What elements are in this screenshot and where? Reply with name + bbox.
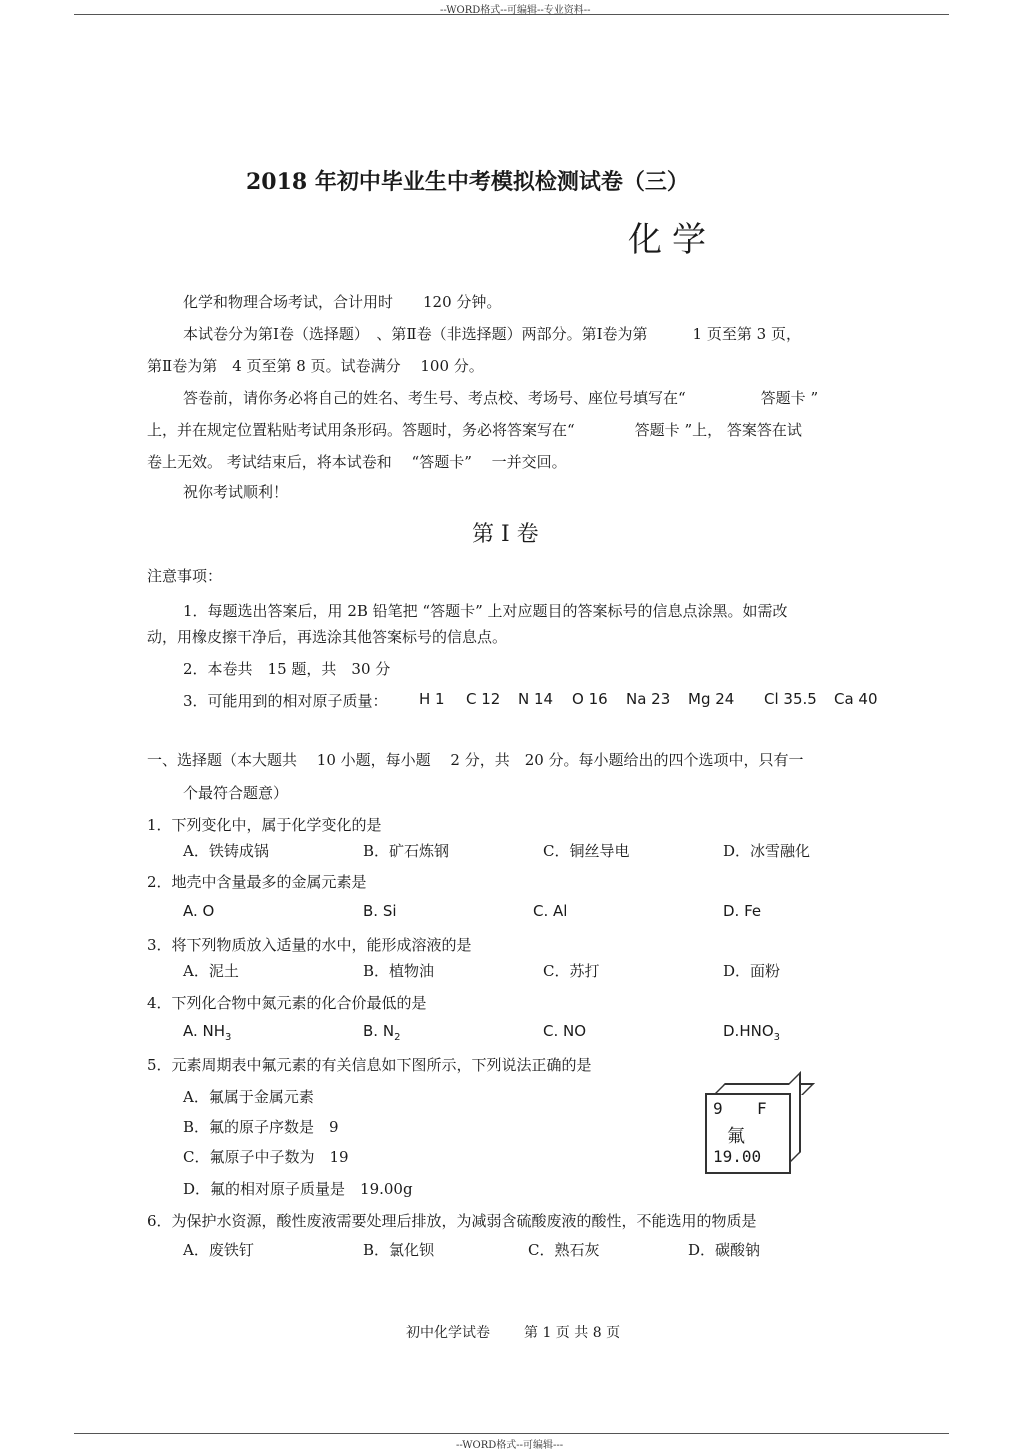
element-name: 氟	[727, 1126, 745, 1147]
intro-line-1: 化学和物理合场考试，合计用时 120 分钟。	[183, 293, 502, 311]
question-5: 5．元素周期表中氟元素的有关信息如下图所示，下列说法正确的是	[147, 1056, 592, 1074]
subject-title: 化学	[628, 220, 716, 260]
intro-line-6: 卷上无效。 考试结束后，将本试卷和 “答题卡” 一并交回。	[147, 453, 567, 471]
part1-heading: 一、选择题（本大题共 10 小题，每小题 2 分，共 20 分。每小题给出的四个选项中，只有一	[147, 751, 804, 769]
footer-banner: --WORD格式--可编辑---	[456, 1440, 564, 1451]
q6-option-a: A．废铁钉	[183, 1241, 254, 1259]
q3-option-d: D．面粉	[723, 962, 781, 980]
mass-o: O 16	[572, 690, 608, 708]
question-3: 3．将下列物质放入适量的水中，能形成溶液的是	[147, 936, 472, 954]
mass-ca: Ca 40	[834, 690, 878, 708]
q4-option-d: $D.HNO_3$	[723, 1022, 780, 1043]
q1-option-a: A．铁铸成锅	[183, 842, 269, 860]
q5-option-c: C．氟原子中子数为 19	[183, 1148, 349, 1166]
mass-n: N 14	[518, 690, 554, 708]
q6-option-d: D．碳酸钠	[688, 1241, 761, 1259]
element-mass: 19.00	[713, 1147, 762, 1166]
mass-h: H 1	[419, 690, 445, 708]
q1-option-c: C．铜丝导电	[543, 842, 630, 860]
q3-option-a: A．泥土	[183, 962, 239, 980]
exam-title: 2018 年初中毕业生中考模拟检测试卷（三）	[246, 169, 689, 195]
note-item-2: 2．本卷共 15 题，共 30 分	[183, 660, 391, 678]
footer-page-number: 第 1 页 共 8 页	[524, 1325, 621, 1341]
q2-option-c: C. Al	[533, 902, 568, 920]
note-item-1: 1．每题选出答案后，用 2B 铅笔把 “答题卡” 上对应题目的答案标号的信息点涂黑。如需改	[183, 602, 788, 620]
intro-line-7: 祝你考试顺利！	[183, 483, 289, 501]
q2-option-a: A. O	[183, 902, 215, 920]
q3-option-b: B．植物油	[363, 962, 435, 980]
q3-option-c: C．苏打	[543, 962, 600, 980]
q2-option-d: D. Fe	[723, 902, 762, 920]
intro-line-2: 本试卷分为第Ⅰ卷（选择题） 、第Ⅱ卷（非选择题）两部分。第Ⅰ卷为第 1 页至第 3 页，	[183, 325, 801, 343]
question-6: 6．为保护水资源，酸性废液需要处理后排放，为减弱含硫酸废液的酸性，不能选用的物质是	[147, 1212, 757, 1230]
mass-cl: Cl 35.5	[764, 690, 817, 708]
q4-option-a: A. $NH_3$	[183, 1022, 232, 1043]
mass-na: Na 23	[626, 690, 671, 708]
footer-exam-name: 初中化学试卷	[406, 1325, 490, 1341]
question-4: 4．下列化合物中氮元素的化合价最低的是	[147, 994, 427, 1012]
footer-rule	[74, 1433, 949, 1434]
q4-option-c: C. NO	[543, 1022, 587, 1040]
part1-heading-cont: 个最符合题意）	[183, 784, 289, 802]
intro-line-4: 答卷前，请你务必将自己的姓名、考生号、考点校、考场号、座位号填写在“ 答题卡 ”	[183, 389, 819, 407]
question-2: 2．地壳中含量最多的金属元素是	[147, 873, 367, 891]
q6-option-c: C．熟石灰	[528, 1241, 600, 1259]
q2-option-b: B. Si	[363, 902, 397, 920]
intro-line-3: 第Ⅱ卷为第 4 页至第 8 页。试卷满分 100 分。	[147, 357, 484, 375]
q1-option-b: B．矿石炼钢	[363, 842, 450, 860]
element-number: 9	[713, 1099, 723, 1118]
q5-option-b: B．氟的原子序数是 9	[183, 1118, 339, 1136]
mass-c: C 12	[466, 690, 501, 708]
section-title: 第 Ⅰ 卷	[472, 522, 539, 547]
element-symbol: F	[757, 1099, 767, 1118]
q4-option-b: B. $N_2$	[363, 1022, 401, 1043]
question-1: 1．下列变化中，属于化学变化的是	[147, 816, 382, 834]
notes-heading: 注意事项：	[147, 567, 223, 585]
q6-option-b: B．氯化钡	[363, 1241, 435, 1259]
note-item-1-cont: 动，用橡皮擦干净后，再选涂其他答案标号的信息点。	[147, 628, 508, 646]
note-item-3: 3．可能用到的相对原子质量：	[183, 692, 388, 710]
header-banner: --WORD格式--可编辑--专业资料--	[440, 5, 591, 16]
element-card	[705, 1093, 791, 1174]
q1-option-d: D．冰雪融化	[723, 842, 811, 860]
q5-option-d: D．氟的相对原子质量是 19.00g	[183, 1180, 413, 1198]
q5-option-a: A．氟属于金属元素	[183, 1088, 314, 1106]
intro-line-5: 上，并在规定位置粘贴考试用条形码。答题时，务必将答案写在“ 答题卡 ”上， 答案答在试	[147, 421, 802, 439]
mass-mg: Mg 24	[688, 690, 735, 708]
header-rule	[74, 14, 949, 15]
